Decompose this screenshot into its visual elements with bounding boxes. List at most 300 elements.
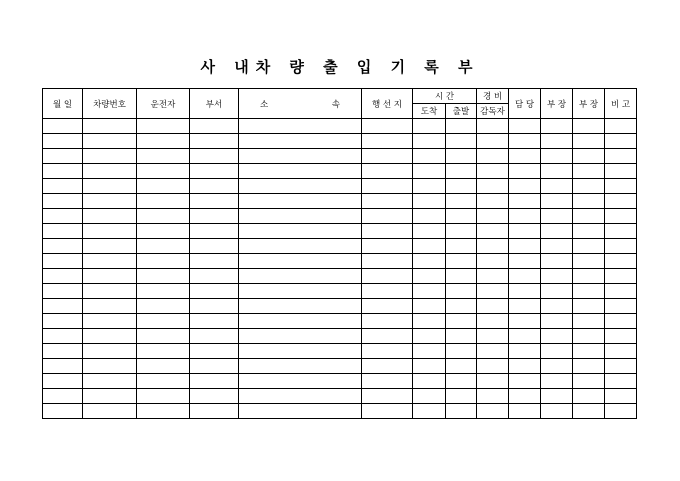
table-cell[interactable] bbox=[362, 359, 413, 374]
table-cell[interactable] bbox=[239, 359, 362, 374]
table-cell[interactable] bbox=[477, 179, 509, 194]
table-cell[interactable] bbox=[541, 134, 573, 149]
table-cell[interactable] bbox=[509, 374, 541, 389]
table-cell[interactable] bbox=[605, 374, 637, 389]
table-cell[interactable] bbox=[605, 239, 637, 254]
table-row bbox=[43, 374, 637, 389]
table-cell[interactable] bbox=[541, 344, 573, 359]
table-cell[interactable] bbox=[190, 209, 239, 224]
table-cell[interactable] bbox=[477, 374, 509, 389]
table-cell[interactable] bbox=[190, 299, 239, 314]
table-cell[interactable] bbox=[83, 239, 137, 254]
table-cell[interactable] bbox=[573, 359, 605, 374]
table-cell[interactable] bbox=[541, 329, 573, 344]
table-cell[interactable] bbox=[477, 359, 509, 374]
table-cell[interactable] bbox=[239, 284, 362, 299]
table-cell[interactable] bbox=[413, 149, 446, 164]
table-cell[interactable] bbox=[137, 194, 190, 209]
table-cell[interactable] bbox=[605, 209, 637, 224]
table-cell[interactable] bbox=[573, 224, 605, 239]
table-cell[interactable] bbox=[362, 299, 413, 314]
table-cell[interactable] bbox=[509, 239, 541, 254]
table-cell[interactable] bbox=[83, 404, 137, 419]
table-cell[interactable] bbox=[477, 299, 509, 314]
table-cell[interactable] bbox=[541, 239, 573, 254]
table-cell[interactable] bbox=[541, 164, 573, 179]
table-cell[interactable] bbox=[541, 314, 573, 329]
table-cell[interactable] bbox=[362, 404, 413, 419]
table-cell[interactable] bbox=[239, 194, 362, 209]
table-cell[interactable] bbox=[83, 194, 137, 209]
table-row bbox=[43, 404, 637, 419]
table-cell[interactable] bbox=[413, 389, 446, 404]
table-cell[interactable] bbox=[413, 299, 446, 314]
header-remarks: 비 고 bbox=[605, 89, 637, 119]
table-cell[interactable] bbox=[477, 269, 509, 284]
header-time: 시 간 bbox=[413, 89, 477, 104]
table-cell[interactable] bbox=[413, 209, 446, 224]
table-cell[interactable] bbox=[446, 179, 477, 194]
table-cell[interactable] bbox=[362, 314, 413, 329]
table-cell[interactable] bbox=[541, 194, 573, 209]
table-row bbox=[43, 284, 637, 299]
table-cell[interactable] bbox=[573, 239, 605, 254]
table-cell[interactable] bbox=[239, 209, 362, 224]
table-cell[interactable] bbox=[413, 239, 446, 254]
table-cell[interactable] bbox=[573, 119, 605, 134]
table-cell[interactable] bbox=[413, 269, 446, 284]
table-cell[interactable] bbox=[137, 164, 190, 179]
table-cell[interactable] bbox=[573, 209, 605, 224]
table-cell[interactable] bbox=[190, 329, 239, 344]
table-cell[interactable] bbox=[362, 239, 413, 254]
table-cell[interactable] bbox=[83, 269, 137, 284]
table-cell[interactable] bbox=[541, 209, 573, 224]
table-cell[interactable] bbox=[541, 119, 573, 134]
table-cell[interactable] bbox=[43, 179, 83, 194]
table-cell[interactable] bbox=[43, 284, 83, 299]
table-cell[interactable] bbox=[190, 314, 239, 329]
header-in-charge: 담 당 bbox=[509, 89, 541, 119]
header-expense: 경 비 bbox=[477, 89, 509, 104]
table-cell[interactable] bbox=[83, 209, 137, 224]
table-cell[interactable] bbox=[446, 164, 477, 179]
table-cell[interactable] bbox=[446, 269, 477, 284]
table-cell[interactable] bbox=[239, 269, 362, 284]
table-cell[interactable] bbox=[190, 284, 239, 299]
table-cell[interactable] bbox=[137, 389, 190, 404]
table-cell[interactable] bbox=[190, 134, 239, 149]
table-cell[interactable] bbox=[509, 359, 541, 374]
table-row bbox=[43, 314, 637, 329]
table-cell[interactable] bbox=[509, 134, 541, 149]
table-cell[interactable] bbox=[43, 209, 83, 224]
table-cell[interactable] bbox=[239, 374, 362, 389]
table-cell[interactable] bbox=[43, 404, 83, 419]
header-manager-1: 부 장 bbox=[541, 89, 573, 119]
table-cell[interactable] bbox=[83, 389, 137, 404]
table-cell[interactable] bbox=[137, 134, 190, 149]
table-cell[interactable] bbox=[43, 149, 83, 164]
table-cell[interactable] bbox=[509, 329, 541, 344]
table-row bbox=[43, 164, 637, 179]
table-cell[interactable] bbox=[83, 329, 137, 344]
table-cell[interactable] bbox=[573, 149, 605, 164]
table-cell[interactable] bbox=[573, 254, 605, 269]
table-cell[interactable] bbox=[190, 374, 239, 389]
table-cell[interactable] bbox=[446, 404, 477, 419]
table-cell[interactable] bbox=[190, 224, 239, 239]
table-cell[interactable] bbox=[477, 404, 509, 419]
table-cell[interactable] bbox=[446, 149, 477, 164]
table-cell[interactable] bbox=[477, 164, 509, 179]
table-cell[interactable] bbox=[413, 134, 446, 149]
table-cell[interactable] bbox=[83, 224, 137, 239]
table-cell[interactable] bbox=[413, 404, 446, 419]
table-row bbox=[43, 119, 637, 134]
table-cell[interactable] bbox=[239, 179, 362, 194]
table-cell[interactable] bbox=[43, 119, 83, 134]
table-cell[interactable] bbox=[446, 254, 477, 269]
table-cell[interactable] bbox=[605, 269, 637, 284]
header-affiliation-part-a: 소 bbox=[260, 99, 269, 110]
table-cell[interactable] bbox=[83, 314, 137, 329]
table-cell[interactable] bbox=[190, 164, 239, 179]
table-cell[interactable] bbox=[477, 209, 509, 224]
table-cell[interactable] bbox=[413, 344, 446, 359]
table-cell[interactable] bbox=[573, 269, 605, 284]
table-cell[interactable] bbox=[362, 224, 413, 239]
table-cell[interactable] bbox=[541, 284, 573, 299]
table-cell[interactable] bbox=[190, 149, 239, 164]
table-cell[interactable] bbox=[83, 254, 137, 269]
table-cell[interactable] bbox=[190, 179, 239, 194]
table-cell[interactable] bbox=[541, 389, 573, 404]
table-cell[interactable] bbox=[541, 374, 573, 389]
table-cell[interactable] bbox=[446, 389, 477, 404]
table-cell[interactable] bbox=[573, 299, 605, 314]
table-cell[interactable] bbox=[413, 164, 446, 179]
table-cell[interactable] bbox=[446, 209, 477, 224]
table-cell[interactable] bbox=[362, 119, 413, 134]
table-cell[interactable] bbox=[362, 134, 413, 149]
table-cell[interactable] bbox=[239, 119, 362, 134]
table-cell[interactable] bbox=[43, 224, 83, 239]
table-cell[interactable] bbox=[43, 344, 83, 359]
table-cell[interactable] bbox=[413, 254, 446, 269]
table-cell[interactable] bbox=[413, 194, 446, 209]
table-cell[interactable] bbox=[239, 314, 362, 329]
table-cell[interactable] bbox=[541, 224, 573, 239]
table-row bbox=[43, 389, 637, 404]
table-cell[interactable] bbox=[362, 209, 413, 224]
table-cell[interactable] bbox=[190, 359, 239, 374]
table-cell[interactable] bbox=[541, 269, 573, 284]
table-cell[interactable] bbox=[190, 269, 239, 284]
table-cell[interactable] bbox=[362, 254, 413, 269]
table-cell[interactable] bbox=[605, 194, 637, 209]
table-cell[interactable] bbox=[43, 359, 83, 374]
table-cell[interactable] bbox=[137, 254, 190, 269]
table-cell[interactable] bbox=[137, 209, 190, 224]
table-cell[interactable] bbox=[239, 239, 362, 254]
table-cell[interactable] bbox=[190, 119, 239, 134]
table-cell[interactable] bbox=[190, 254, 239, 269]
table-cell[interactable] bbox=[573, 389, 605, 404]
table-cell[interactable] bbox=[362, 179, 413, 194]
table-row bbox=[43, 209, 637, 224]
table-cell[interactable] bbox=[509, 299, 541, 314]
table-cell[interactable] bbox=[137, 149, 190, 164]
table-cell[interactable] bbox=[239, 134, 362, 149]
table-cell[interactable] bbox=[605, 329, 637, 344]
table-cell[interactable] bbox=[239, 299, 362, 314]
table-cell[interactable] bbox=[239, 404, 362, 419]
table-cell[interactable] bbox=[509, 344, 541, 359]
table-row bbox=[43, 149, 637, 164]
table-cell[interactable] bbox=[190, 194, 239, 209]
table-cell[interactable] bbox=[477, 224, 509, 239]
table-cell[interactable] bbox=[413, 314, 446, 329]
table-cell[interactable] bbox=[605, 134, 637, 149]
table-cell[interactable] bbox=[83, 119, 137, 134]
table-cell[interactable] bbox=[362, 284, 413, 299]
table-cell[interactable] bbox=[477, 329, 509, 344]
table-cell[interactable] bbox=[43, 239, 83, 254]
table-cell[interactable] bbox=[605, 149, 637, 164]
table-cell[interactable] bbox=[83, 344, 137, 359]
table-cell[interactable] bbox=[83, 134, 137, 149]
table-cell[interactable] bbox=[83, 284, 137, 299]
table-cell[interactable] bbox=[509, 119, 541, 134]
table-cell[interactable] bbox=[509, 194, 541, 209]
header-date: 월 일 bbox=[43, 89, 83, 119]
table-cell[interactable] bbox=[605, 254, 637, 269]
table-cell[interactable] bbox=[137, 374, 190, 389]
table-cell[interactable] bbox=[43, 194, 83, 209]
table-cell[interactable] bbox=[477, 134, 509, 149]
table-cell[interactable] bbox=[362, 389, 413, 404]
log-body bbox=[43, 119, 637, 419]
table-cell[interactable] bbox=[477, 284, 509, 299]
header-affiliation-part-b: 속 bbox=[331, 99, 340, 110]
table-row bbox=[43, 329, 637, 344]
table-cell[interactable] bbox=[573, 374, 605, 389]
table-cell[interactable] bbox=[446, 359, 477, 374]
table-row bbox=[43, 269, 637, 284]
table-cell[interactable] bbox=[137, 179, 190, 194]
table-cell[interactable] bbox=[83, 374, 137, 389]
table-cell[interactable] bbox=[477, 254, 509, 269]
table-cell[interactable] bbox=[446, 134, 477, 149]
table-cell[interactable] bbox=[413, 374, 446, 389]
table-cell[interactable] bbox=[137, 344, 190, 359]
table-cell[interactable] bbox=[477, 119, 509, 134]
table-cell[interactable] bbox=[239, 224, 362, 239]
table-cell[interactable] bbox=[413, 119, 446, 134]
table-cell[interactable] bbox=[190, 404, 239, 419]
header-driver: 운전자 bbox=[137, 89, 190, 119]
table-cell[interactable] bbox=[605, 179, 637, 194]
header-affiliation bbox=[239, 89, 362, 119]
table-cell[interactable] bbox=[413, 359, 446, 374]
table-cell[interactable] bbox=[137, 239, 190, 254]
table-cell[interactable] bbox=[446, 374, 477, 389]
table-cell[interactable] bbox=[83, 299, 137, 314]
table-cell[interactable] bbox=[477, 194, 509, 209]
table-cell[interactable] bbox=[43, 314, 83, 329]
table-cell[interactable] bbox=[137, 314, 190, 329]
header-vehicle-number: 차량번호 bbox=[83, 89, 137, 119]
table-cell[interactable] bbox=[137, 404, 190, 419]
table-cell[interactable] bbox=[573, 164, 605, 179]
table-cell[interactable] bbox=[239, 164, 362, 179]
table-cell[interactable] bbox=[509, 314, 541, 329]
table-cell[interactable] bbox=[413, 179, 446, 194]
table-cell[interactable] bbox=[137, 329, 190, 344]
table-cell[interactable] bbox=[605, 284, 637, 299]
header-supervisor: 감독자 bbox=[477, 104, 509, 119]
table-row bbox=[43, 224, 637, 239]
table-cell[interactable] bbox=[239, 254, 362, 269]
table-cell[interactable] bbox=[43, 134, 83, 149]
table-cell[interactable] bbox=[573, 284, 605, 299]
table-row bbox=[43, 344, 637, 359]
table-cell[interactable] bbox=[605, 359, 637, 374]
table-cell[interactable] bbox=[137, 119, 190, 134]
table-cell[interactable] bbox=[541, 254, 573, 269]
table-cell[interactable] bbox=[362, 149, 413, 164]
table-cell[interactable] bbox=[43, 299, 83, 314]
table-cell[interactable] bbox=[446, 299, 477, 314]
table-cell[interactable] bbox=[573, 404, 605, 419]
table-cell[interactable] bbox=[190, 344, 239, 359]
table-cell[interactable] bbox=[605, 404, 637, 419]
table-cell[interactable] bbox=[446, 314, 477, 329]
table-cell[interactable] bbox=[190, 239, 239, 254]
header-departure: 출발 bbox=[446, 104, 477, 119]
table-cell[interactable] bbox=[605, 344, 637, 359]
table-cell[interactable] bbox=[477, 344, 509, 359]
table-cell[interactable] bbox=[43, 269, 83, 284]
table-cell[interactable] bbox=[573, 329, 605, 344]
table-cell[interactable] bbox=[362, 194, 413, 209]
table-cell[interactable] bbox=[605, 314, 637, 329]
table-cell[interactable] bbox=[362, 374, 413, 389]
table-cell[interactable] bbox=[239, 329, 362, 344]
table-cell[interactable] bbox=[509, 269, 541, 284]
table-cell[interactable] bbox=[541, 359, 573, 374]
table-cell[interactable] bbox=[573, 179, 605, 194]
table-cell[interactable] bbox=[509, 224, 541, 239]
table-cell[interactable] bbox=[446, 239, 477, 254]
table-cell[interactable] bbox=[446, 224, 477, 239]
header-manager-2: 부 장 bbox=[573, 89, 605, 119]
table-cell[interactable] bbox=[137, 299, 190, 314]
table-cell[interactable] bbox=[509, 389, 541, 404]
table-cell[interactable] bbox=[509, 209, 541, 224]
table-cell[interactable] bbox=[239, 389, 362, 404]
table-cell[interactable] bbox=[137, 359, 190, 374]
table-cell[interactable] bbox=[509, 164, 541, 179]
table-row bbox=[43, 299, 637, 314]
table-cell[interactable] bbox=[446, 119, 477, 134]
table-row bbox=[43, 254, 637, 269]
table-cell[interactable] bbox=[362, 344, 413, 359]
table-cell[interactable] bbox=[541, 179, 573, 194]
table-cell[interactable] bbox=[239, 149, 362, 164]
table-cell[interactable] bbox=[446, 284, 477, 299]
table-cell[interactable] bbox=[477, 149, 509, 164]
table-cell[interactable] bbox=[477, 239, 509, 254]
page-title: 사 내차 량 출 입 기 록 부 bbox=[200, 58, 480, 76]
table-cell[interactable] bbox=[573, 344, 605, 359]
table-cell[interactable] bbox=[239, 344, 362, 359]
header-department: 부서 bbox=[190, 89, 239, 119]
table-cell[interactable] bbox=[362, 329, 413, 344]
table-cell[interactable] bbox=[541, 149, 573, 164]
table-cell[interactable] bbox=[446, 194, 477, 209]
table-cell[interactable] bbox=[605, 389, 637, 404]
header-arrival: 도착 bbox=[413, 104, 446, 119]
table-cell[interactable] bbox=[573, 134, 605, 149]
header-destination: 행 선 지 bbox=[362, 89, 413, 119]
table-cell[interactable] bbox=[83, 149, 137, 164]
table-cell[interactable] bbox=[190, 389, 239, 404]
table-cell[interactable] bbox=[605, 119, 637, 134]
table-cell[interactable] bbox=[43, 254, 83, 269]
table-cell[interactable] bbox=[573, 194, 605, 209]
vehicle-log-table bbox=[42, 88, 637, 419]
table-row bbox=[43, 134, 637, 149]
table-cell[interactable] bbox=[573, 314, 605, 329]
table-cell[interactable] bbox=[137, 269, 190, 284]
table-cell[interactable] bbox=[446, 344, 477, 359]
table-cell[interactable] bbox=[43, 389, 83, 404]
table-cell[interactable] bbox=[605, 164, 637, 179]
table-cell[interactable] bbox=[509, 404, 541, 419]
table-cell[interactable] bbox=[137, 284, 190, 299]
table-cell[interactable] bbox=[362, 269, 413, 284]
table-cell[interactable] bbox=[83, 179, 137, 194]
table-cell[interactable] bbox=[509, 179, 541, 194]
table-row bbox=[43, 359, 637, 374]
table-cell[interactable] bbox=[446, 329, 477, 344]
table-cell[interactable] bbox=[83, 164, 137, 179]
table-cell[interactable] bbox=[413, 329, 446, 344]
table-cell[interactable] bbox=[413, 284, 446, 299]
table-cell[interactable] bbox=[83, 359, 137, 374]
table-row bbox=[43, 194, 637, 209]
table-row bbox=[43, 239, 637, 254]
table-cell[interactable] bbox=[605, 224, 637, 239]
table-cell[interactable] bbox=[43, 374, 83, 389]
table-cell[interactable] bbox=[137, 224, 190, 239]
table-cell[interactable] bbox=[43, 329, 83, 344]
table-cell[interactable] bbox=[362, 164, 413, 179]
table-cell[interactable] bbox=[509, 284, 541, 299]
table-cell[interactable] bbox=[509, 254, 541, 269]
table-cell[interactable] bbox=[477, 314, 509, 329]
table-cell[interactable] bbox=[605, 299, 637, 314]
table-cell[interactable] bbox=[541, 299, 573, 314]
table-row bbox=[43, 179, 637, 194]
table-cell[interactable] bbox=[43, 164, 83, 179]
table-cell[interactable] bbox=[509, 149, 541, 164]
table-cell[interactable] bbox=[541, 404, 573, 419]
table-cell[interactable] bbox=[477, 389, 509, 404]
table-cell[interactable] bbox=[413, 224, 446, 239]
